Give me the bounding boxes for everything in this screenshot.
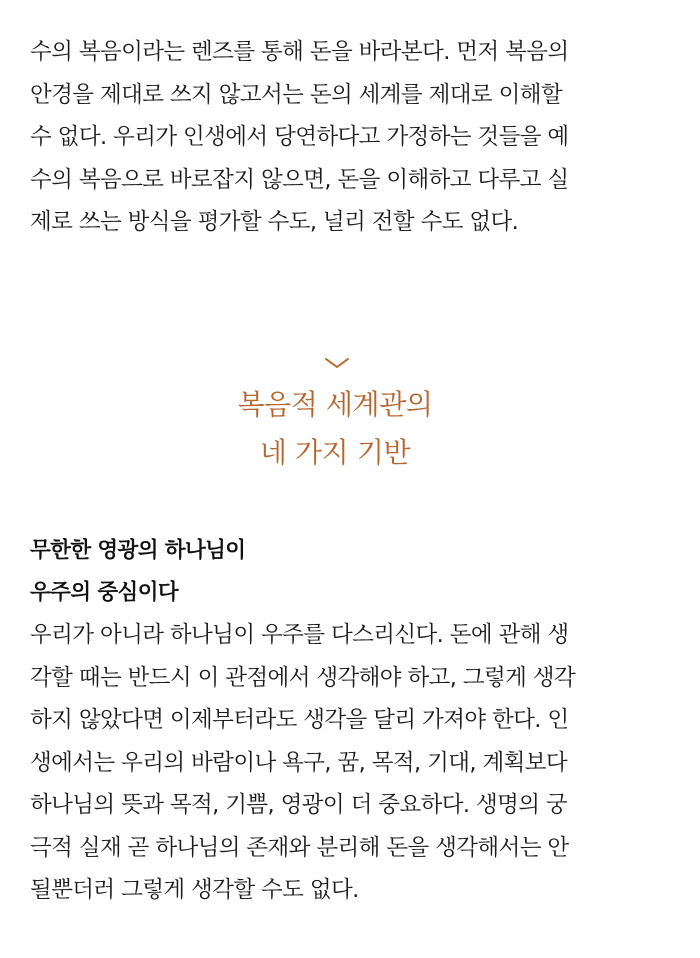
subheading: [30, 530, 245, 614]
intro-line: 수 없다. 우리가 인생에서 당연하다고 가정하는 것들을 예: [30, 124, 569, 150]
intro-line: 수의 복음으로 바로잡지 않으면, 돈을 이해하고 다루고 실: [30, 166, 569, 193]
intro-line: 수의 복음이라는 렌즈를 통해 돈을 바라본다. 먼저 복음의: [30, 39, 569, 65]
chevron-down-icon: [324, 355, 350, 371]
section-title: [0, 381, 670, 477]
intro-line: 제로 쓰는 방식을 평가할 수도, 널리 전할 수도 없다.: [30, 209, 519, 235]
body-line: 하나님의 뜻과 목적, 기쁨, 영광이 더 중요하다. 생명의 궁: [30, 792, 568, 818]
subheading-line: 우주의 중심이다: [30, 580, 179, 605]
body-line: 우리가 아니라 하나님이 우주를 다스리신다. 돈에 관해 생: [30, 622, 569, 648]
subheading-line: 무한한 영광의 하나님이: [30, 538, 246, 563]
body-paragraph: [30, 614, 670, 912]
section-title-line: 복음적 세계관의: [237, 388, 433, 421]
body-line: 극적 실재 곧 하나님의 존재와 분리해 돈을 생각해서는 안: [30, 834, 569, 861]
body-line: 각할 때는 반드시 이 관점에서 생각해야 하고, 그렇게 생각: [30, 664, 576, 691]
intro-paragraph: [30, 31, 670, 244]
intro-line: 안경을 제대로 쓰지 않고서는 돈의 세계를 제대로 이해할: [30, 81, 562, 108]
section-title-line: 네 가지 기반: [259, 436, 411, 469]
body-line: 될뿐더러 그렇게 생각할 수도 없다.: [30, 877, 359, 903]
body-line: 하지 않았다면 이제부터라도 생각을 달리 가져야 한다. 인: [30, 707, 569, 733]
body-line: 생에서는 우리의 바람이나 욕구, 꿈, 목적, 기대, 계획보다: [30, 749, 568, 776]
